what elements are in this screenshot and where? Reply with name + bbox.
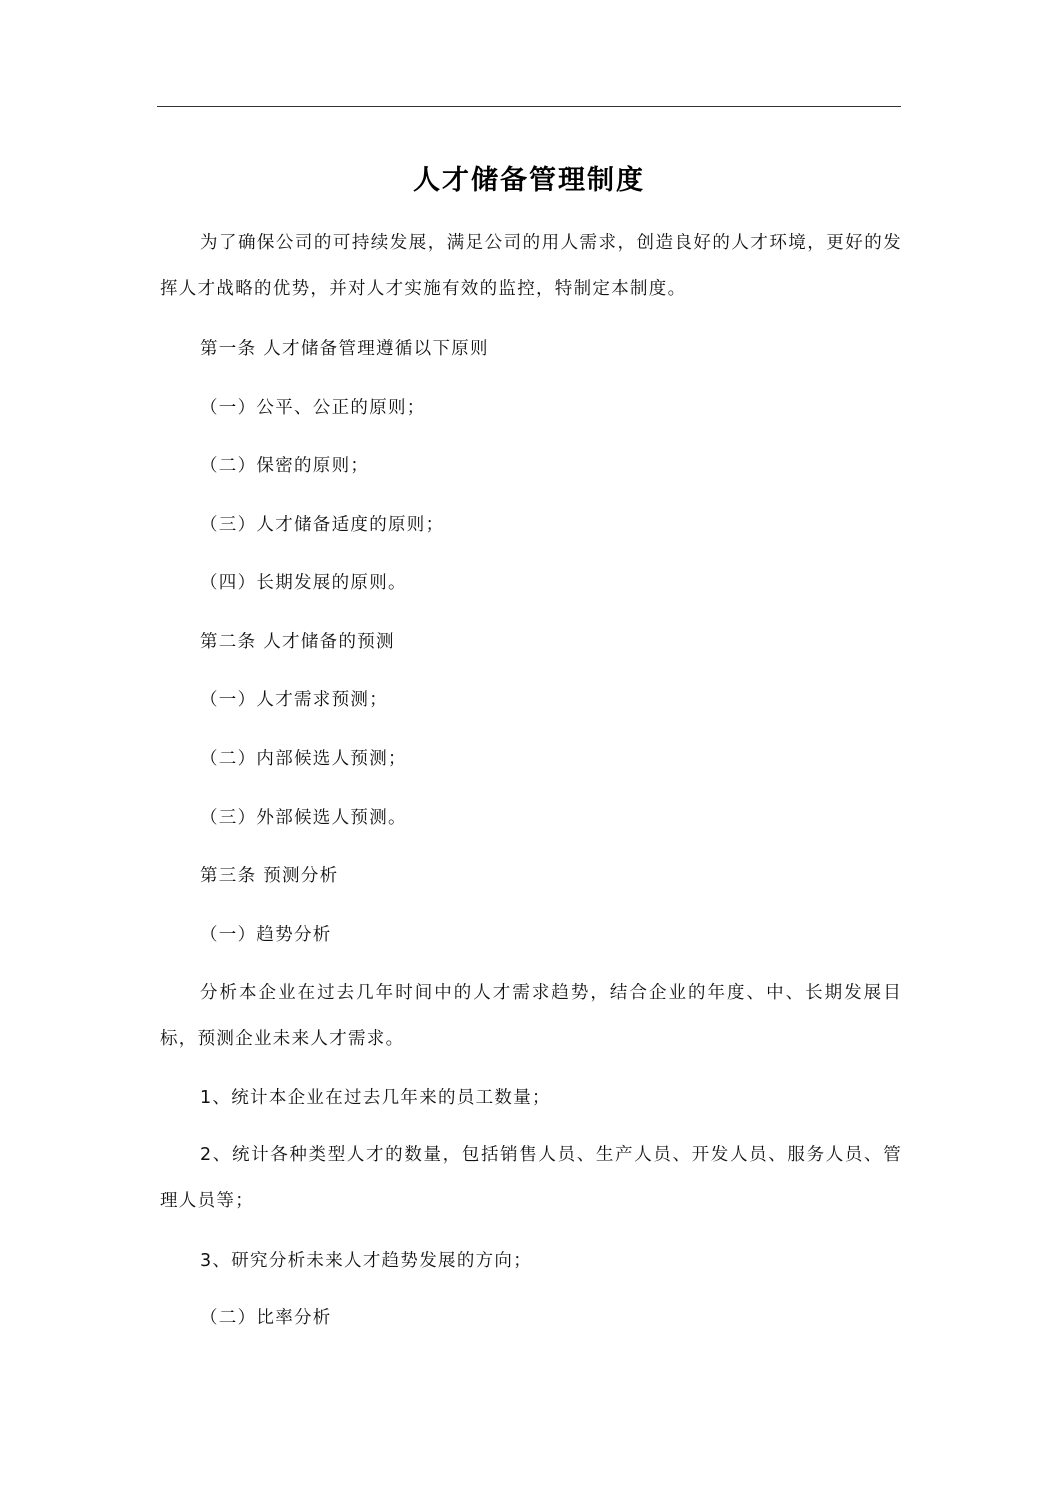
article-2-item-2: （二）内部候选人预测； xyxy=(200,749,407,769)
article-1-item-2: （二）保密的原则； xyxy=(200,456,370,476)
article-3-sub-2: （二）比率分析 xyxy=(200,1308,332,1328)
intro-paragraph: 为了确保公司的可持续发展，满足公司的用人需求，创造良好的人才环境，更好的发挥人才战略的优势，并对人才实施有效的监控，特制定本制度。 xyxy=(160,233,902,299)
header-rule xyxy=(157,106,901,107)
point-1: 1、统计本企业在过去几年来的员工数量； xyxy=(200,1088,551,1108)
document-title: 人才储备管理制度 xyxy=(413,165,645,196)
trend-analysis-paragraph: 分析本企业在过去几年时间中的人才需求趋势，结合企业的年度、中、长期发展目标，预测企业未来人才需求。 xyxy=(160,983,902,1049)
article-2-item-1: （一）人才需求预测； xyxy=(200,690,388,710)
article-1-item-4: （四）长期发展的原则。 xyxy=(200,573,407,593)
point-2: 2、统计各种类型人才的数量，包括销售人员、生产人员、开发人员、服务人员、管理人员等； xyxy=(160,1145,902,1211)
article-3-heading: 第三条 预测分析 xyxy=(200,866,339,886)
point-3: 3、研究分析未来人才趋势发展的方向； xyxy=(200,1251,533,1271)
article-1-item-3: （三）人才储备适度的原则； xyxy=(200,515,445,535)
article-1-heading: 第一条 人才储备管理遵循以下原则 xyxy=(200,339,489,359)
article-2-item-3: （三）外部候选人预测。 xyxy=(200,808,407,828)
article-2-heading: 第二条 人才储备的预测 xyxy=(200,632,395,652)
article-1-item-1: （一）公平、公正的原则； xyxy=(200,398,426,418)
article-3-sub-1: （一）趋势分析 xyxy=(200,925,332,945)
